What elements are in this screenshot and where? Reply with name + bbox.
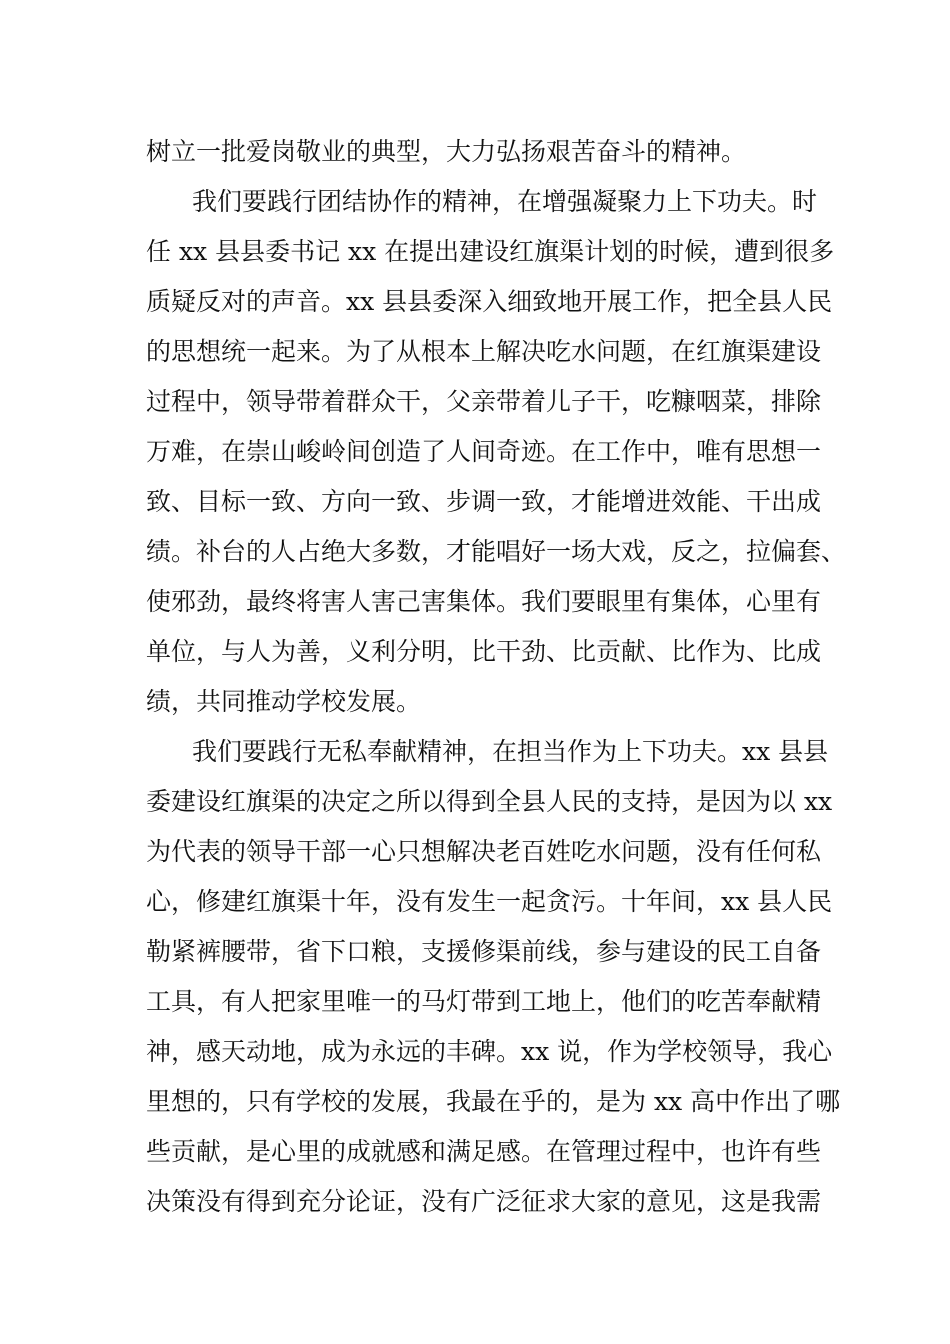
- text-line: 绩，共同推动学校发展。: [146, 687, 422, 716]
- text-line: 工具，有人把家里唯一的马灯带到工地上，他们的吃苦奉献精: [146, 987, 822, 1016]
- text-line: 神，感天动地，成为永远的丰碑。xx 说，作为学校领导，我心: [146, 1037, 833, 1066]
- text-line: 质疑反对的声音。xx 县县委深入细致地开展工作，把全县人民: [146, 287, 833, 316]
- text-line: 单位，与人为善，义利分明，比干劲、比贡献、比作为、比成: [146, 637, 822, 666]
- text-line: 委建设红旗渠的决定之所以得到全县人民的支持，是因为以 xx: [146, 787, 833, 816]
- text-line: 为代表的领导干部一心只想解决老百姓吃水问题，没有任何私: [146, 837, 822, 866]
- text-line: 万难，在崇山峻岭间创造了人间奇迹。在工作中，唯有思想一: [146, 437, 822, 466]
- text-line: 过程中，领导带着群众干，父亲带着儿子干，吃糠咽菜，排除: [146, 387, 822, 416]
- paragraph-start-line: 我们要践行无私奉献精神，在担当作为上下功夫。xx 县县: [192, 737, 829, 766]
- text-line: 的思想统一起来。为了从根本上解决吃水问题，在红旗渠建设: [146, 337, 822, 366]
- text-line: 任 xx 县县委书记 xx 在提出建设红旗渠计划的时候，遭到很多: [146, 237, 835, 266]
- text-line: 心，修建红旗渠十年，没有发生一起贪污。十年间，xx 县人民: [146, 887, 833, 916]
- paragraph-start-line: 我们要践行团结协作的精神，在增强凝聚力上下功夫。时: [192, 187, 818, 216]
- text-line: 致、目标一致、方向一致、步调一致，才能增进效能、干出成: [146, 487, 822, 516]
- text-line: 使邪劲，最终将害人害己害集体。我们要眼里有集体，心里有: [146, 587, 822, 616]
- text-line: 决策没有得到充分论证，没有广泛征求大家的意见，这是我需: [146, 1187, 822, 1216]
- text-line: 树立一批爱岗敬业的典型，大力弘扬艰苦奋斗的精神。: [146, 137, 747, 166]
- text-line: 里想的，只有学校的发展，我最在乎的，是为 xx 高中作出了哪: [146, 1087, 841, 1116]
- text-line: 些贡献，是心里的成就感和满足感。在管理过程中，也许有些: [146, 1137, 822, 1166]
- text-line: 绩。补台的人占绝大多数，才能唱好一场大戏，反之，拉偏套、: [146, 537, 847, 566]
- text-line: 勒紧裤腰带，省下口粮，支援修渠前线，参与建设的民工自备: [146, 937, 822, 966]
